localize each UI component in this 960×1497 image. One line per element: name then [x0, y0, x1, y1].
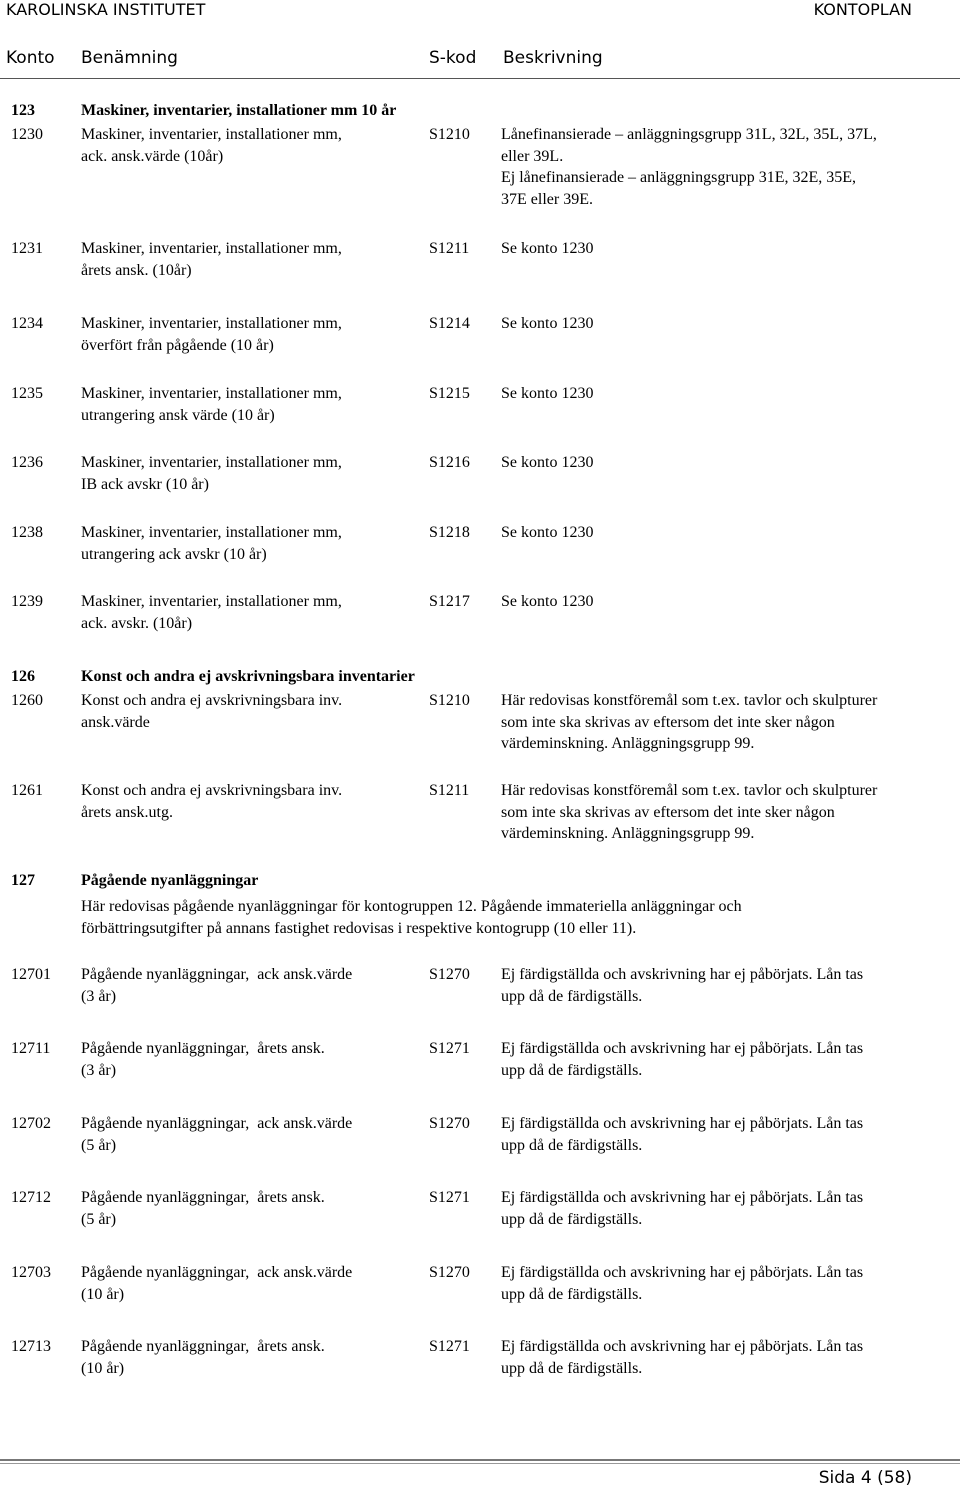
column-headers — [0, 46, 960, 76]
header-doc-title: KONTOPLAN — [813, 0, 912, 19]
description: Ej färdigställda och avskrivning har ej påbörjats. Lån tas upp då de färdigställs. — [501, 1338, 864, 1377]
konto-number: 1261 — [11, 782, 43, 799]
konto-number: 1230 — [11, 126, 43, 143]
description: Ej färdigställda och avskrivning har ej påbörjats. Lån tas upp då de färdigställs. — [501, 1115, 864, 1154]
konto-number: 12702 — [11, 1115, 51, 1132]
description: Här redovisas konstföremål som t.ex. tavlor och skulpturer som inte ska skrivas av eftersom det inte sker någon värdeminskning. Anläggningsgrupp 99. — [501, 782, 878, 842]
account-name: Pågående nyanläggningar, ack ansk.värde (10 år) — [81, 1264, 353, 1303]
col-benamning: Benämning — [81, 48, 178, 68]
konto-number: 1238 — [11, 524, 43, 541]
account-name: Maskiner, inventarier, installationer mm, årets ansk. (10år) — [81, 240, 342, 279]
description: Ej färdigställda och avskrivning har ej påbörjats. Lån tas upp då de färdigställs. — [501, 966, 864, 1005]
footer-divider — [0, 1459, 960, 1461]
description: Ej färdigställda och avskrivning har ej påbörjats. Lån tas upp då de färdigställs. — [501, 1189, 864, 1228]
col-skod: S-kod — [429, 48, 477, 68]
s-code: S1216 — [429, 454, 470, 471]
description: Se konto 1230 — [501, 593, 594, 610]
col-beskrivning: Beskrivning — [503, 48, 603, 68]
description: Se konto 1230 — [501, 315, 594, 332]
col-konto: Konto — [6, 48, 55, 68]
s-code: S1271 — [429, 1189, 470, 1206]
s-code: S1270 — [429, 1115, 470, 1132]
account-name: Maskiner, inventarier, installationer mm, utrangering ansk värde (10 år) — [81, 385, 342, 424]
header-institution: KAROLINSKA INSTITUTET — [6, 0, 206, 19]
konto-number: 1235 — [11, 385, 43, 402]
description: Ej färdigställda och avskrivning har ej påbörjats. Lån tas upp då de färdigställs. — [501, 1264, 864, 1303]
konto-number: 12712 — [11, 1189, 51, 1206]
s-code: S1211 — [429, 240, 470, 257]
account-name: Pågående nyanläggningar, ack ansk.värde (5 år) — [81, 1115, 353, 1154]
account-name: Konst och andra ej avskrivningsbara inv. årets ansk.utg. — [81, 782, 343, 821]
s-code: S1211 — [429, 782, 470, 799]
konto-number: 12701 — [11, 966, 51, 983]
konto-number: 12703 — [11, 1264, 51, 1281]
konto-number: 1239 — [11, 593, 43, 610]
s-code: S1218 — [429, 524, 470, 541]
account-name: Pågående nyanläggningar, årets ansk. (10 år) — [81, 1338, 325, 1377]
description: Ej färdigställda och avskrivning har ej påbörjats. Lån tas upp då de färdigställs. — [501, 1040, 864, 1079]
description: Här redovisas konstföremål som t.ex. tavlor och skulpturer som inte ska skrivas av eftersom det inte sker någon värdeminskning. Anläggningsgrupp 99. — [501, 692, 878, 752]
description: Se konto 1230 — [501, 385, 594, 402]
s-code: S1217 — [429, 593, 470, 610]
s-code: S1271 — [429, 1040, 470, 1057]
account-name: Maskiner, inventarier, installationer mm, IB ack avskr (10 år) — [81, 454, 342, 493]
page-header — [0, 0, 960, 22]
description: Se konto 1230 — [501, 240, 594, 257]
group-code: 123 — [11, 102, 35, 119]
footer-divider-thin — [0, 1463, 960, 1464]
konto-number: 1234 — [11, 315, 43, 332]
s-code: S1270 — [429, 966, 470, 983]
account-name: Pågående nyanläggningar, årets ansk. (3 år) — [81, 1040, 325, 1079]
s-code: S1210 — [429, 126, 470, 143]
group-code: 127 — [11, 872, 35, 889]
konto-number: 12711 — [11, 1040, 51, 1057]
description: Se konto 1230 — [501, 524, 594, 541]
s-code: S1270 — [429, 1264, 470, 1281]
s-code: S1215 — [429, 385, 470, 402]
konto-number: 1231 — [11, 240, 43, 257]
group-code: 126 — [11, 668, 35, 685]
s-code: S1210 — [429, 692, 470, 709]
description: Lånefinansierade – anläggningsgrupp 31L, 32L, 35L, 37L, eller 39L. Ej lånefinansierade – anläggningsgrupp 31E, 32E, 35E, 37E eller 39E. — [501, 126, 877, 208]
konto-number: 1260 — [11, 692, 43, 709]
group-title: Pågående nyanläggningar — [81, 872, 259, 889]
account-name: Maskiner, inventarier, installationer mm, ack. avskr. (10år) — [81, 593, 342, 632]
account-name: Maskiner, inventarier, installationer mm, överfört från pågående (10 år) — [81, 315, 342, 354]
account-name: Konst och andra ej avskrivningsbara inv. ansk.värde — [81, 692, 343, 731]
s-code: S1214 — [429, 315, 470, 332]
header-divider — [0, 78, 960, 79]
s-code: S1271 — [429, 1338, 470, 1355]
description: Se konto 1230 — [501, 454, 594, 471]
konto-number: 12713 — [11, 1338, 51, 1355]
account-name: Maskiner, inventarier, installationer mm, ack. ansk.värde (10år) — [81, 126, 342, 165]
group-title: Konst och andra ej avskrivningsbara inventarier — [81, 668, 415, 685]
account-name: Pågående nyanläggningar, ack ansk.värde (3 år) — [81, 966, 353, 1005]
group-title: Maskiner, inventarier, installationer mm 10 år — [81, 102, 397, 119]
konto-number: 1236 — [11, 454, 43, 471]
account-name: Pågående nyanläggningar, årets ansk. (5 år) — [81, 1189, 325, 1228]
account-name: Maskiner, inventarier, installationer mm, utrangering ack avskr (10 år) — [81, 524, 342, 563]
page-number: Sida 4 (58) — [818, 1468, 912, 1488]
